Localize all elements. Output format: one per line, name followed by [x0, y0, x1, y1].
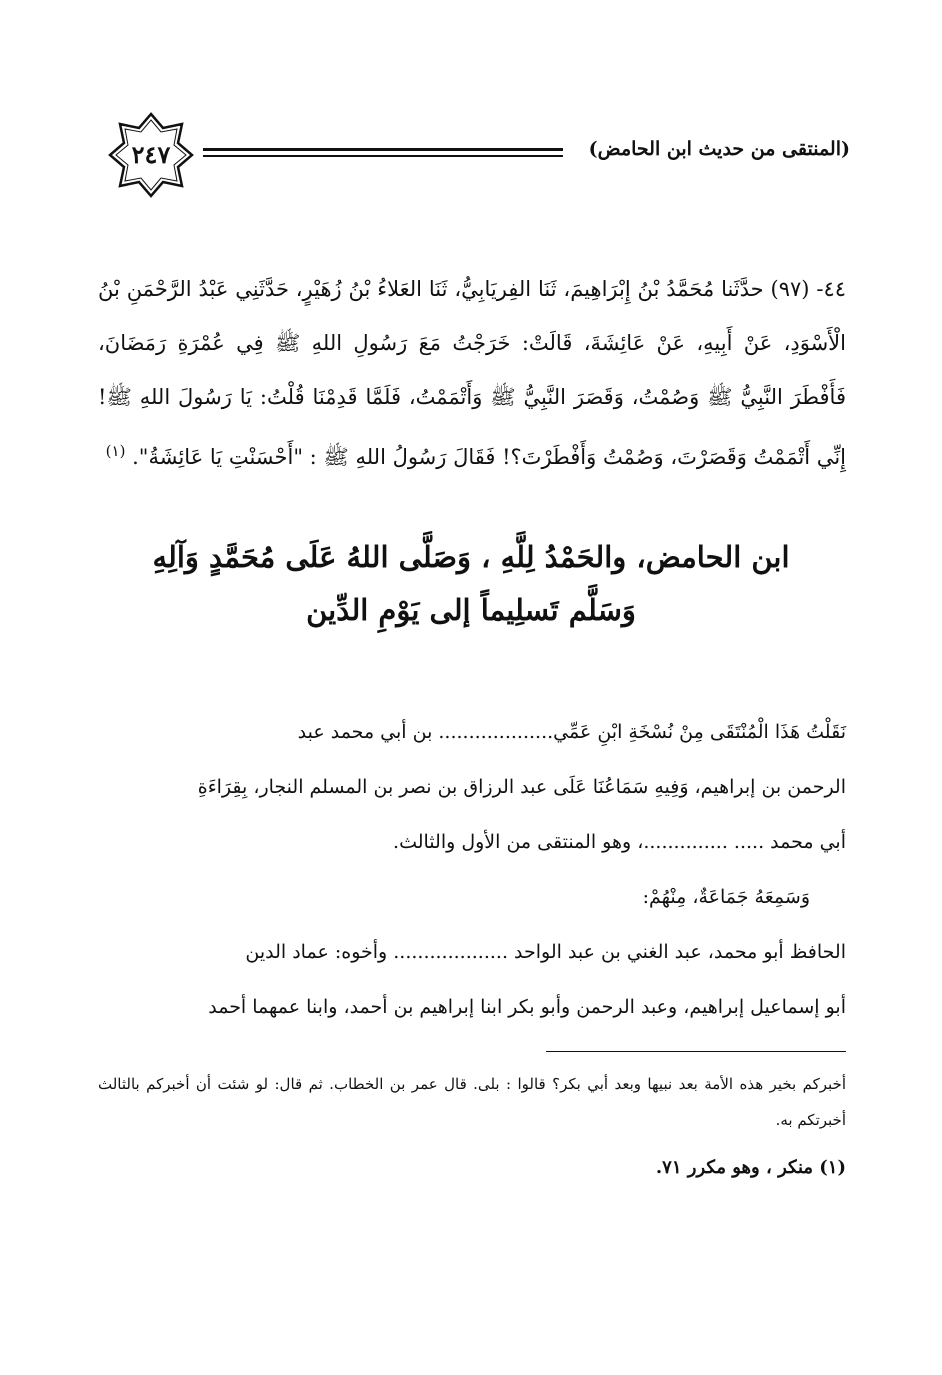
note-line: أبي محمد ..... ..............، وهو المنتقى من الأول والثالث.	[393, 831, 846, 853]
note-line: الحافظ أبو محمد، عبد الغني بن عبد الواحد ................... وأخوه: عماد الدين	[245, 941, 846, 963]
hadith-paragraph	[98, 262, 846, 484]
running-header-title: (المنتقى من حديث ابن الحامض)	[588, 138, 850, 160]
transmission-note	[98, 705, 846, 1035]
note-line: الرحمن بن إبراهيم، وَفِيهِ سَمَاعُنَا عَلَى عبد الرزاق بن نصر بن المسلم النجار، بِقِرَاءَةِ	[197, 776, 846, 798]
closing-line-1: ابن الحامض، والحَمْدُ لِلَّهِ ، وَصَلَّى اللهُ عَلَى مُحَمَّدٍ وَآلِهِ	[152, 540, 790, 574]
footnote-continuation: أخبركم بخير هذه الأمة بعد نبيها وبعد أبي بكر؟ قالوا : بلى. قال عمر بن الخطاب. ثم قال: لو شئت أن أخبركم بالثالث أخبرتكم به.	[98, 1075, 846, 1129]
footnote-1: (١) منكر ، وهو مكرر ٧١.	[655, 1157, 846, 1178]
note-line: نَقَلْتُ هَذَا الْمُنْتَقَى مِنْ نُسْخَةِ ابْنِ عَمِّي................... بن أبي محمد عبد	[297, 721, 846, 743]
header-rule-thin	[203, 155, 563, 157]
hadith-text: ٤٤- (٩٧) حدَّثَنا مُحَمَّدُ بْنُ إِبْرَاهِيمَ، ثَنَا الفِريَابِيُّ، ثَنَا العَلاءُ بْنُ زُهَيْرٍ، حَدَّثَنِي عَبْدُ الرَّحْمَنِ بْنُ الْأَسْوَدِ، عَنْ أَبِيهِ، عَنْ عَائِشَةَ، قَالَتْ: خَرَجْتُ مَعَ رَسُولِ اللهِ ﷺ فِي عُمْرَةِ رَمَضَانَ، فَأَفْطَرَ النَّبِيُّ ﷺ وَصُمْتُ، وَقَصَرَ النَّبِيُّ ﷺ وَأَتْمَمْتُ، فَلَمَّا قَدِمْنَا قُلْتُ: يَا رَسُولَ اللهِ ﷺ! إِنِّي أَتْمَمْتُ وَقَصَرْتَ، وَصُمْتُ وَأَفْطَرْتَ؟! فَقَالَ رَسُولُ اللهِ ﷺ : "أَحْسَنْتِ يَا عَائِشَةُ".	[98, 277, 846, 469]
page-number-badge	[106, 110, 196, 200]
footnote-separator	[546, 1051, 846, 1052]
footnote-reference: (١)	[105, 442, 126, 460]
header-rule-thick	[203, 148, 563, 151]
page-number: ٢٤٧	[131, 140, 171, 169]
note-line: أبو إسماعيل إبراهيم، وعبد الرحمن وأبو بكر ابنا إبراهيم بن أحمد، وابنا عمهما أحمد	[208, 996, 846, 1018]
closing-line-2: وَسَلَّم تَسلِيماً إلى يَوْمِ الدِّين	[306, 593, 636, 627]
note-line: وَسَمِعَهُ جَمَاعَةٌ، مِنْهُمْ:	[642, 886, 810, 908]
